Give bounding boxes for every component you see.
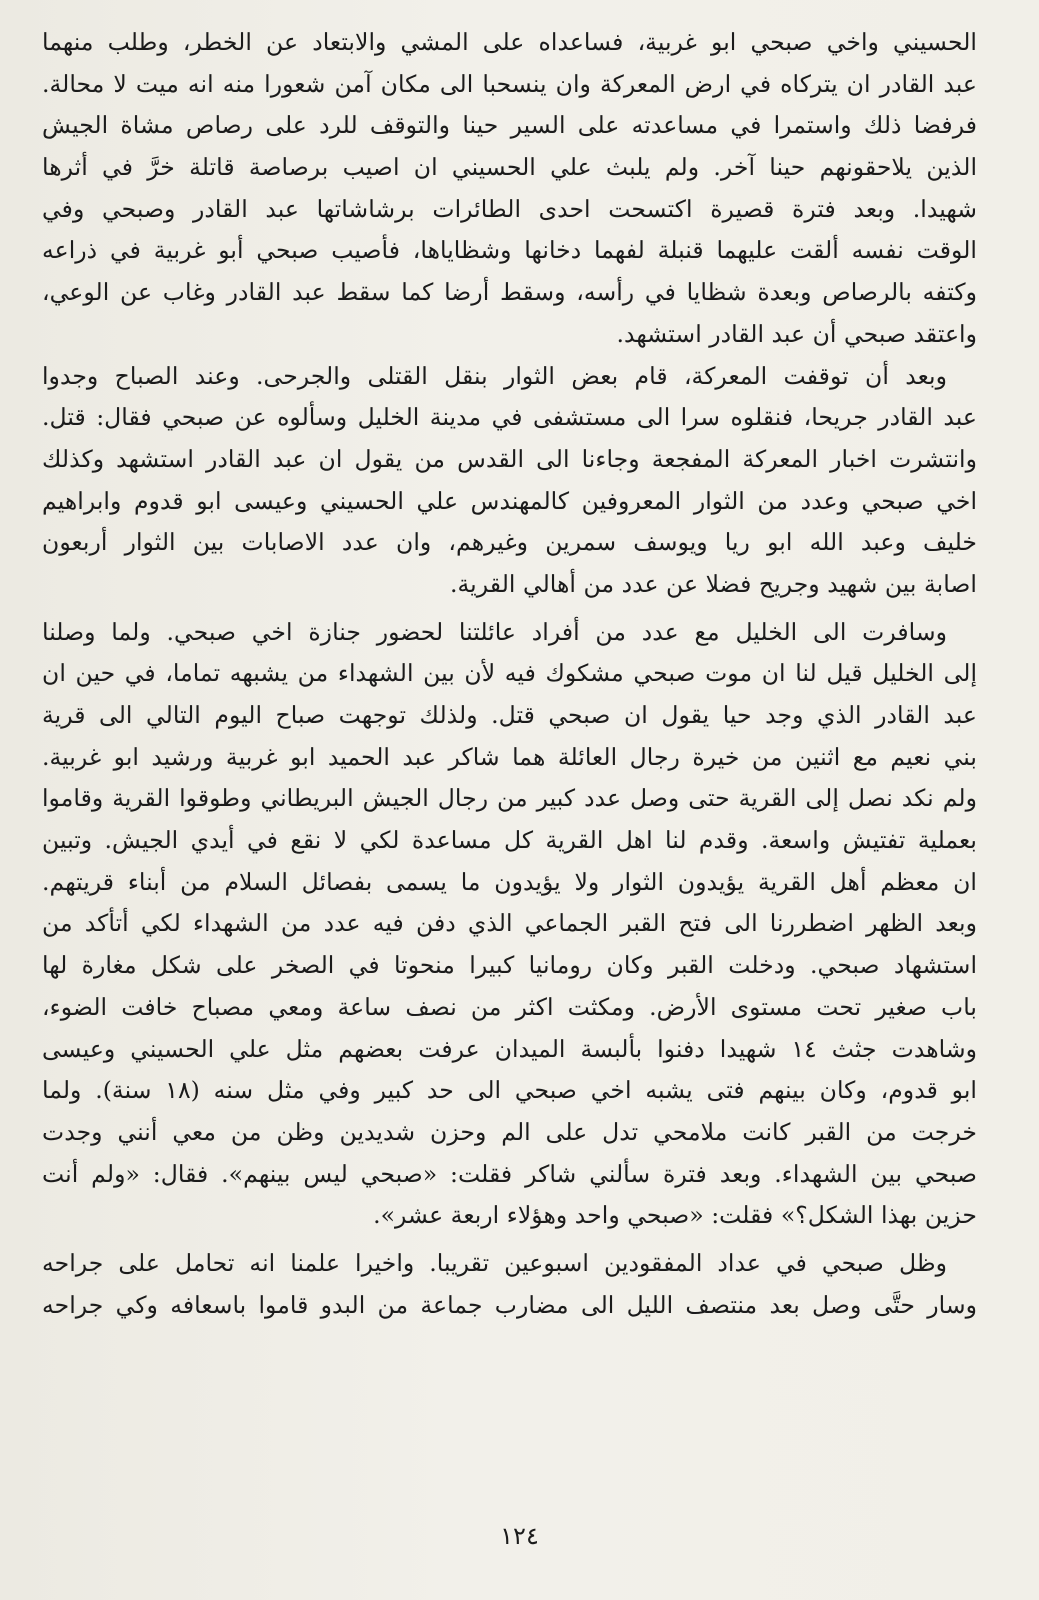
text-line: وبعد الظهر اضطررنا الى فتح القبر الجماعي الذي دفن فيه عدد من الشهداء لكي أتأكد من — [42, 909, 977, 938]
text-line: عبد القادر الذي وجد حيا يقول ان صبحي قتل. ولذلك توجهت صباح اليوم التالي الى قرية — [42, 701, 977, 729]
text-line: الوقت نفسه ألقت عليهما قنبلة لفهما دخانها وشظاياها، فأصيب صبحي أبو غربية في ذراعه — [42, 236, 977, 265]
text-line: خليف وعبد الله ابو ريا ويوسف سمرين وغيرهم، وان عدد الاصابات بين الثوار أربعون — [42, 528, 977, 557]
text-line: فرفضا ذلك واستمرا في مساعدته على السير حينا والتوقف للرد على رصاص مشاة الجيش — [42, 111, 977, 140]
text-line: واعتقد صبحي أن عبد القادر استشهد. — [616, 319, 977, 348]
text-line: وسافرت الى الخليل مع عدد من أفراد عائلتنا لحضور جنازة اخي صبحي. ولما وصلنا — [42, 617, 947, 646]
text-line: وكتفه بالرصاص وبعدة شظايا في رأسه، وسقط أرضا كما سقط عبد القادر وغاب عن الوعي، — [42, 278, 977, 307]
text-line: استشهاد صبحي. ودخلت القبر وكان رومانيا كبيرا منحوتا في الصخر على شكل مغارة لها — [42, 951, 977, 980]
text-line: بعملية تفتيش واسعة. وقدم لنا اهل القرية كل مساعدة لكي لا نقع في أيدي الجيش. وتبين — [42, 826, 977, 855]
page-body-text — [42, 22, 977, 1326]
text-line: الذين يلاحقونهم حينا آخر. ولم يلبث علي الحسيني ان اصيب برصاصة قاتلة خرَّ في أثرها — [42, 153, 977, 182]
text-line: بني نعيم مع اثنين من خيرة رجال العائلة هما شاكر عبد الحميد ابو غربية ورشيد ابو غربية. — [42, 742, 977, 771]
page-number: ١٢٤ — [500, 1522, 539, 1550]
text-line: ان معظم أهل القرية يؤيدون الثوار ولا يؤيدون ما يسمى بفصائل السلام من أبناء قريتهم. — [42, 867, 977, 896]
text-line: وظل صبحي في عداد المفقودين اسبوعين تقريبا. واخيرا علمنا انه تحامل على جراحه — [42, 1248, 947, 1277]
text-line: وشاهدت جثث ١٤ شهيدا دفنوا بألبسة الميدان عرفت بعضهم مثل علي الحسيني وعيسى — [42, 1034, 977, 1063]
text-line: الحسيني واخي صبحي ابو غربية، فساعداه على المشي والابتعاد عن الخطر، وطلب منهما — [42, 28, 977, 56]
text-line: اخي صبحي وعدد من الثوار المعروفين كالمهندس علي الحسيني وعيسى ابو قدوم وابراهيم — [42, 486, 977, 515]
text-line: إلى الخليل قيل لنا ان موت صبحي مشكوك فيه لأن بين الشهداء من يشبهه تماما، في حين ان — [42, 659, 977, 688]
text-line: عبد القادر ان يتركاه في ارض المعركة وان ينسحبا الى مكان آمن شعورا منه انه ميت لا محالة. — [42, 69, 977, 98]
text-line: ابو قدوم، وكان بينهم فتى يشبه اخي صبحي الى حد كبير وفي مثل سنه (١٨ سنة). ولما — [42, 1076, 977, 1105]
text-line: شهيدا. وبعد فترة قصيرة اكتسحت احدى الطائرات برشاشاتها عبد القادر وصبحي وفي — [42, 194, 977, 223]
text-line: وبعد أن توقفت المعركة، قام بعض الثوار بنقل القتلى والجرحى. وعند الصباح وجدوا — [42, 361, 947, 390]
text-line: عبد القادر جريحا، فنقلوه سرا الى مستشفى في مدينة الخليل وسألوه عن صبحي فقال: قتل. — [42, 403, 977, 432]
text-line: حزين بهذا الشكل؟» فقلت: «صبحي واحد وهؤلاء اربعة عشر». — [373, 1201, 977, 1230]
text-line: باب صغير تحت مستوى الأرض. ومكثت اكثر من نصف ساعة ومعي مصباح خافت الضوء، — [42, 992, 977, 1021]
text-line: خرجت من القبر كانت ملامحي تدل على الم وحزن شديدين وظن من معي أنني وجدت — [42, 1117, 977, 1146]
text-line: ولم نكد نصل إلى القرية حتى وصل عدد كبير من رجال الجيش البريطاني وطوقوا القرية وقاموا — [42, 784, 977, 813]
text-line: صبحي بين الشهداء. وبعد فترة سألني شاكر فقلت: «صبحي ليس بينهم». فقال: «ولم أنت — [42, 1159, 977, 1188]
text-line: اصابة بين شهيد وجريح فضلا عن عدد من أهالي القرية. — [450, 569, 977, 598]
text-line: وانتشرت اخبار المعركة المفجعة وجاءنا الى القدس من يقول ان عبد القادر استشهد وكذلك — [42, 444, 977, 473]
text-line: وسار حتَّى وصل بعد منتصف الليل الى مضارب جماعة من البدو قاموا باسعافه وكي جراحه — [42, 1290, 977, 1319]
